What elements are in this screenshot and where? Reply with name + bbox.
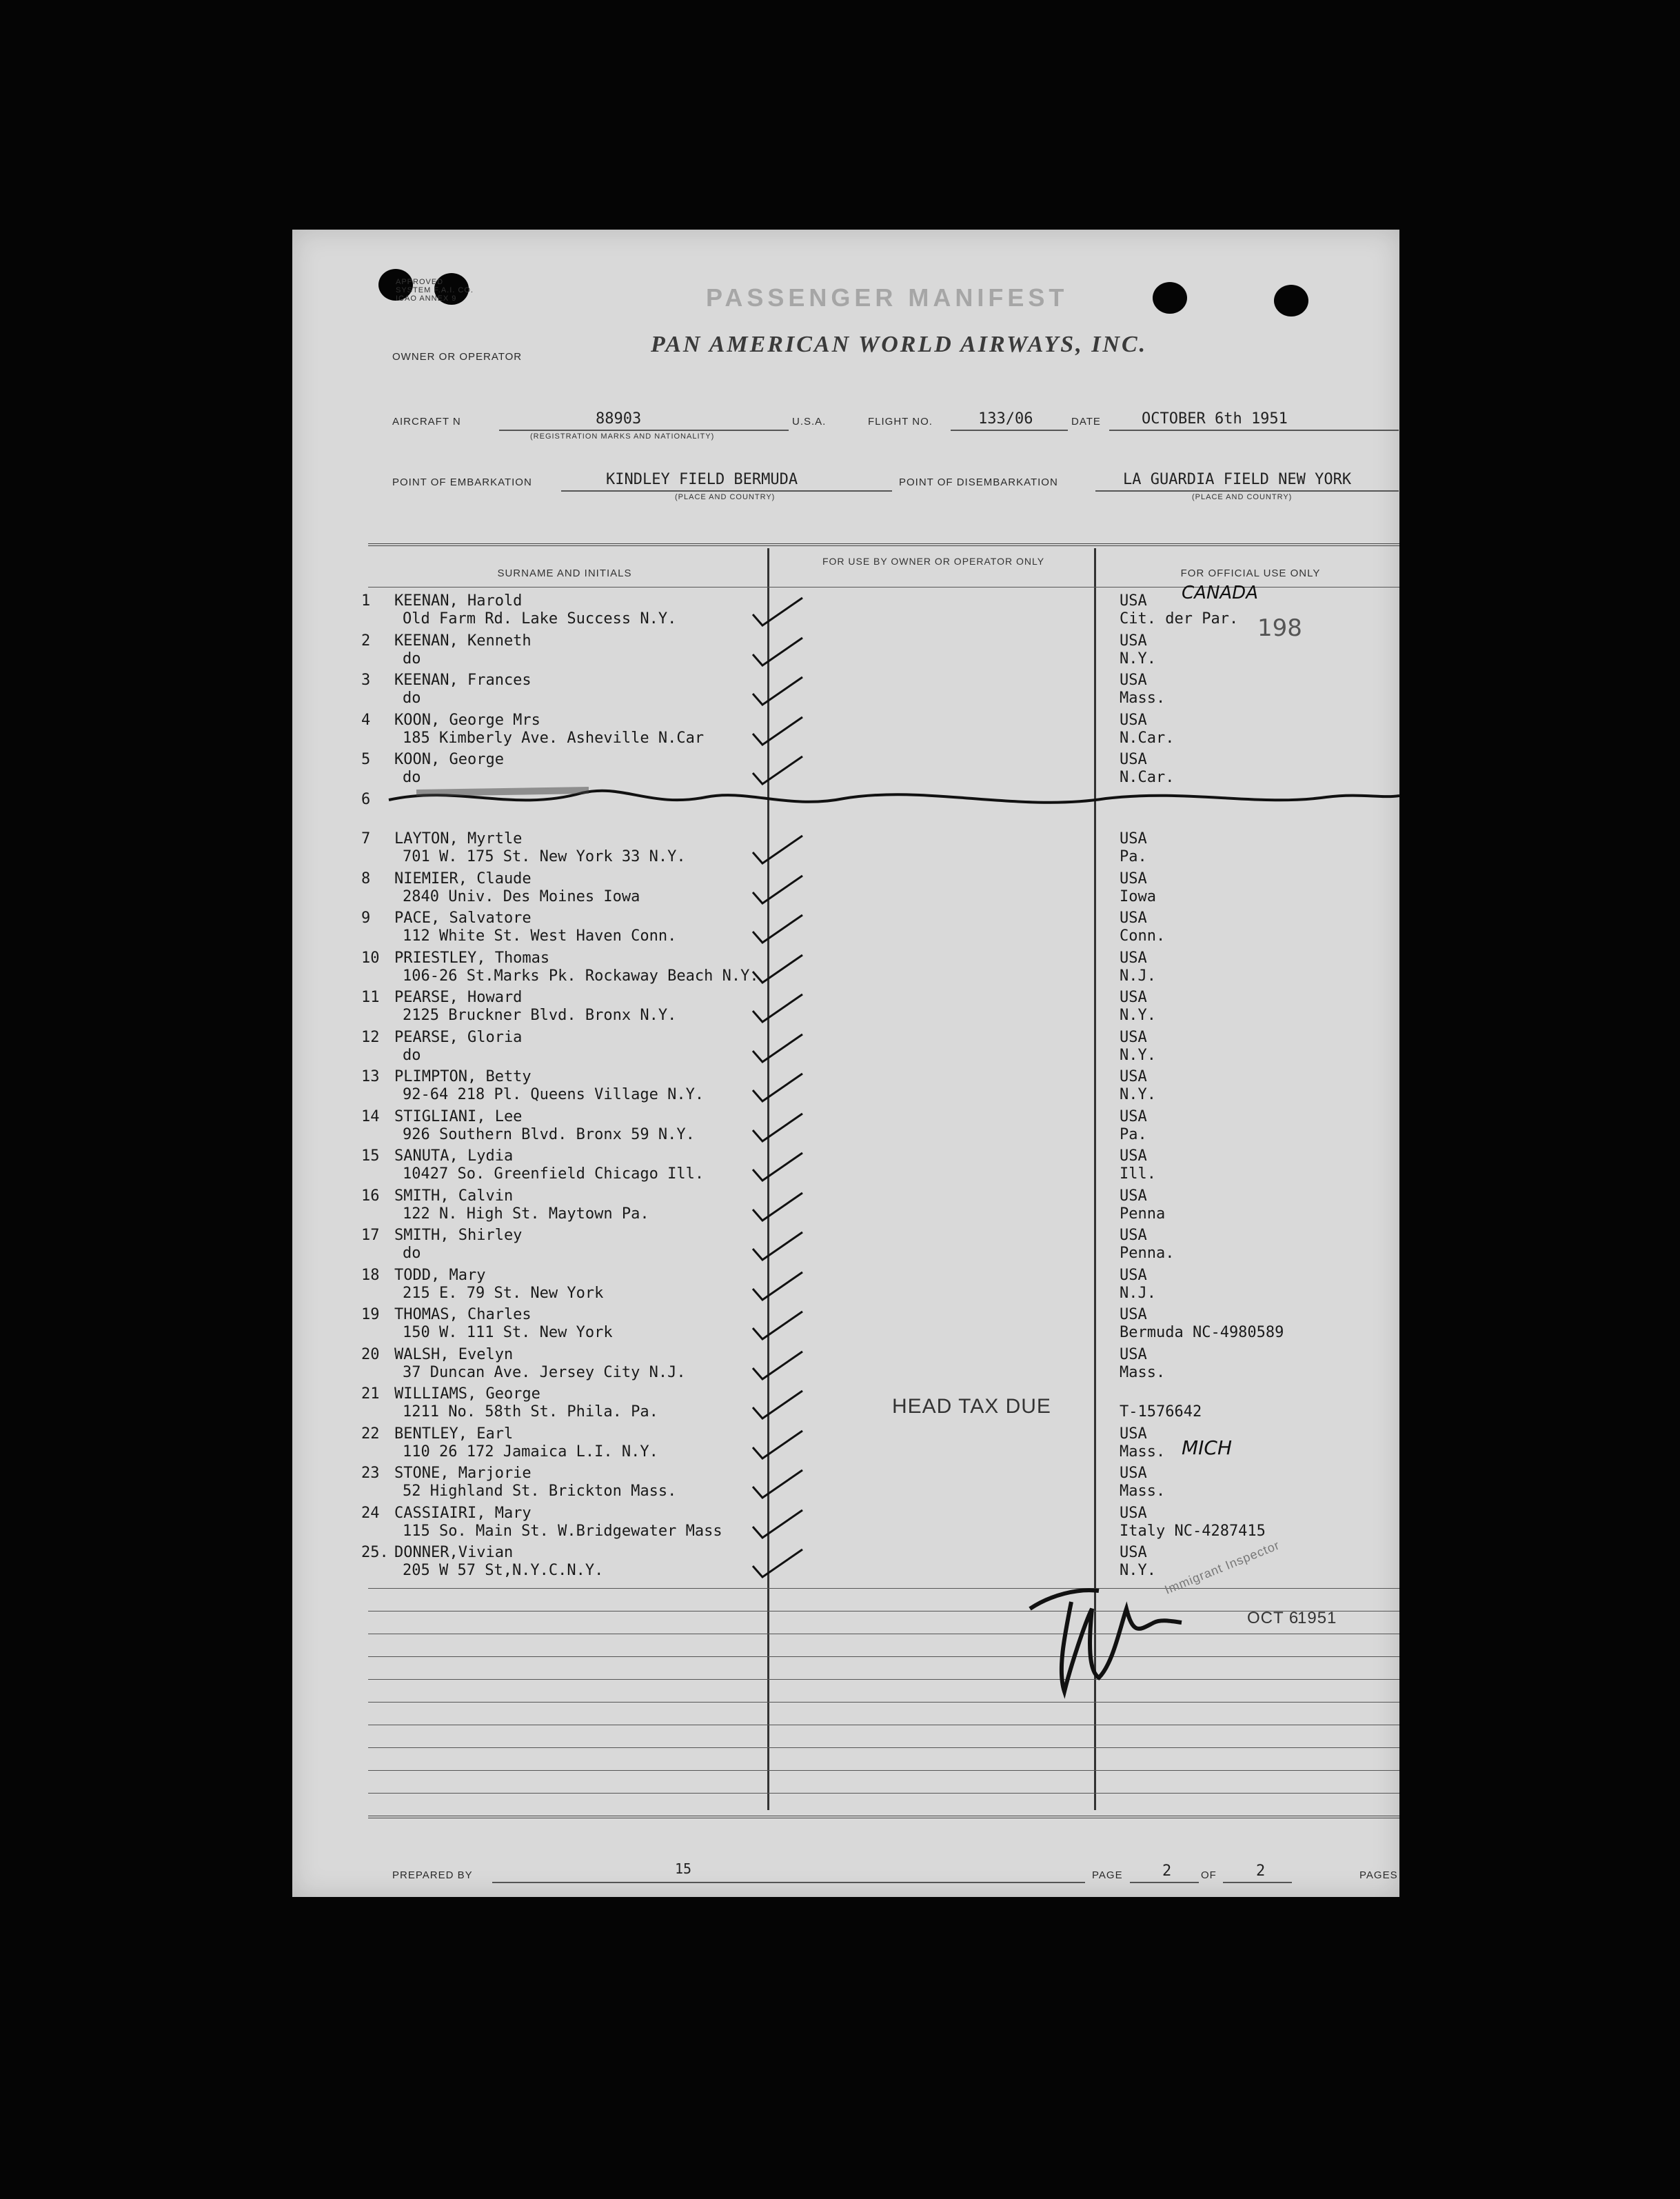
row-number: 8 xyxy=(361,870,371,887)
owner-label: OWNER OR OPERATOR xyxy=(392,351,523,363)
passenger-name: SMITH, Shirley xyxy=(394,1227,523,1244)
check-mark-icon xyxy=(747,1427,809,1461)
passenger-address: 92-64 218 Pl. Queens Village N.Y. xyxy=(403,1086,705,1103)
blank-row-rule xyxy=(368,1793,1399,1794)
official-note: Bermuda NC-4980589 xyxy=(1120,1324,1284,1341)
aircraft-label: AIRCRAFT N xyxy=(392,416,461,428)
row-number: 16 xyxy=(361,1187,380,1205)
passenger-address: do xyxy=(403,1245,421,1262)
official-note: Penna. xyxy=(1120,1245,1175,1262)
passenger-name: WALSH, Evelyn xyxy=(394,1345,514,1363)
table-row xyxy=(292,1146,1399,1185)
table-row xyxy=(292,829,1399,867)
official-note: T-1576642 xyxy=(1120,1403,1202,1420)
table-top-rule xyxy=(368,543,1399,546)
row-6-strikethrough xyxy=(361,778,1399,819)
table-row xyxy=(292,1107,1399,1145)
owner-use-header: FOR USE BY OWNER OR OPERATOR ONLY xyxy=(822,556,1045,567)
table-row xyxy=(292,1424,1399,1463)
official-note: N.Y. xyxy=(1120,1562,1156,1579)
table-row xyxy=(292,1345,1399,1383)
official-nationality: USA xyxy=(1120,870,1147,887)
passenger-address: do xyxy=(403,1046,421,1064)
official-note: N.Car. xyxy=(1120,769,1175,786)
check-mark-icon xyxy=(747,1228,809,1263)
check-mark-icon xyxy=(747,594,809,628)
blank-row-rule xyxy=(368,1702,1399,1703)
table-row xyxy=(292,908,1399,947)
passenger-name: SANUTA, Lydia xyxy=(394,1147,514,1165)
row-number: 18 xyxy=(361,1266,380,1284)
page-underline xyxy=(1130,1882,1199,1883)
passenger-name: SMITH, Calvin xyxy=(394,1187,514,1205)
manifest-title: PASSENGER MANIFEST xyxy=(706,283,1069,312)
passenger-address: 112 White St. West Haven Conn. xyxy=(403,927,677,945)
flight-date: OCTOBER 6th 1951 xyxy=(1142,410,1288,428)
official-nationality: USA xyxy=(1120,989,1147,1006)
row-number: 14 xyxy=(361,1107,380,1125)
check-mark-icon xyxy=(747,951,809,985)
check-mark-icon xyxy=(747,634,809,668)
passenger-name: KEENAN, Kenneth xyxy=(394,632,532,650)
disembark-place: LA GUARDIA FIELD NEW YORK xyxy=(1123,471,1352,488)
disembark-underline xyxy=(1095,490,1399,492)
check-mark-icon xyxy=(747,1387,809,1421)
airline-name: PAN AMERICAN WORLD AIRWAYS, INC. xyxy=(651,332,1148,357)
passenger-name: BENTLEY, Earl xyxy=(394,1425,514,1443)
official-note: N.Y. xyxy=(1120,650,1156,667)
mich-handwritten: MICH xyxy=(1182,1436,1233,1459)
passenger-name: PRIESTLEY, Thomas xyxy=(394,949,550,967)
official-note: Penna xyxy=(1120,1205,1166,1223)
passenger-address: 122 N. High St. Maytown Pa. xyxy=(403,1205,649,1223)
passenger-name: KEENAN, Frances xyxy=(394,672,532,689)
row-number: 12 xyxy=(361,1028,380,1046)
table-row xyxy=(292,1225,1399,1264)
prepared-label: PREPARED BY xyxy=(392,1869,473,1881)
inspector-stamp: Immigrant Inspector xyxy=(1162,1538,1282,1597)
date-label: DATE xyxy=(1071,416,1101,428)
pages-label: PAGES xyxy=(1359,1869,1398,1881)
country-label: U.S.A. xyxy=(792,416,827,428)
page-total: 2 xyxy=(1256,1862,1266,1880)
table-row xyxy=(292,869,1399,907)
check-mark-icon xyxy=(747,1347,809,1382)
row-number: 5 xyxy=(361,751,371,768)
check-mark-icon xyxy=(747,673,809,707)
punch-hole xyxy=(1274,285,1308,317)
official-note: N.Y. xyxy=(1120,1046,1156,1064)
row-number: 19 xyxy=(361,1306,380,1323)
passenger-address: 926 Southern Blvd. Bronx 59 N.Y. xyxy=(403,1125,695,1143)
blank-row-rule xyxy=(368,1679,1399,1680)
passenger-name: STONE, Marjorie xyxy=(394,1465,532,1482)
blank-row-rule xyxy=(368,1747,1399,1748)
official-nationality: USA xyxy=(1120,1544,1147,1561)
official-note: Mass. xyxy=(1120,1483,1166,1500)
official-nationality: USA xyxy=(1120,632,1147,650)
row-number: 1 xyxy=(361,592,371,610)
row-number: 10 xyxy=(361,949,380,967)
official-nationality: USA xyxy=(1120,672,1147,689)
row-number: 17 xyxy=(361,1227,380,1244)
passenger-name: KOON, George xyxy=(394,751,504,768)
table-bottom-rule xyxy=(368,1816,1399,1818)
passenger-address: 205 W 57 St,N.Y.C.N.Y. xyxy=(403,1562,604,1579)
prepared-underline xyxy=(492,1882,1085,1883)
official-nationality: USA xyxy=(1120,830,1147,847)
passenger-name: PEARSE, Gloria xyxy=(394,1028,523,1046)
official-nationality: USA xyxy=(1120,1028,1147,1046)
disembark-sub: (PLACE AND COUNTRY) xyxy=(1192,493,1293,501)
table-row xyxy=(292,1305,1399,1343)
official-note: N.Y. xyxy=(1120,1007,1156,1024)
passenger-address: 2125 Bruckner Blvd. Bronx N.Y. xyxy=(403,1007,677,1024)
manifest-sheet xyxy=(292,230,1399,1897)
check-mark-icon xyxy=(747,1545,809,1580)
row-number: 7 xyxy=(361,830,371,847)
official-note: Conn. xyxy=(1120,927,1166,945)
passenger-name: CASSIAIRI, Mary xyxy=(394,1504,532,1522)
row-number: 3 xyxy=(361,672,371,689)
passenger-address: 106-26 St.Marks Pk. Rockaway Beach N.Y. xyxy=(403,967,759,985)
row-number: 22 xyxy=(361,1425,380,1443)
official-nationality: USA xyxy=(1120,1266,1147,1284)
check-mark-icon xyxy=(747,1109,809,1144)
official-note: Italy NC-4287415 xyxy=(1120,1522,1266,1540)
stamp-date: OCT 6 xyxy=(1247,1609,1299,1627)
official-nationality: USA xyxy=(1120,1187,1147,1205)
row-number: 11 xyxy=(361,989,380,1006)
check-mark-icon xyxy=(747,1070,809,1104)
check-mark-icon xyxy=(747,1149,809,1183)
row-number: 6 xyxy=(361,790,371,808)
check-mark-icon xyxy=(747,1307,809,1342)
table-row xyxy=(292,948,1399,987)
table-row xyxy=(292,710,1399,749)
row-number: 2 xyxy=(361,632,371,650)
flight-underline xyxy=(951,430,1068,431)
official-nationality: USA xyxy=(1120,1107,1147,1125)
official-use-header: FOR OFFICIAL USE ONLY xyxy=(1180,568,1321,579)
passenger-name: PEARSE, Howard xyxy=(394,989,523,1006)
check-mark-icon xyxy=(747,872,809,906)
official-nationality: USA xyxy=(1120,1465,1147,1482)
passenger-address: do xyxy=(403,690,421,707)
embark-label: POINT OF EMBARKATION xyxy=(392,476,532,488)
approval-note: APPROVED SYSTEM F.A.I. CO. ICAO ANNEX 9 xyxy=(396,278,474,303)
surname-header: SURNAME AND INITIALS xyxy=(497,568,632,579)
passenger-name: KOON, George Mrs xyxy=(394,711,540,729)
official-nationality: USA xyxy=(1120,1147,1147,1165)
head-tax-stamp: HEAD TAX DUE xyxy=(892,1395,1051,1418)
passenger-name: WILLIAMS, George xyxy=(394,1385,540,1403)
flight-number: 133/06 xyxy=(978,410,1033,428)
passenger-name: KEENAN, Harold xyxy=(394,592,523,610)
passenger-address: 150 W. 111 St. New York xyxy=(403,1324,613,1341)
passenger-name: PLIMPTON, Betty xyxy=(394,1068,532,1085)
row-number: 13 xyxy=(361,1068,380,1085)
check-mark-icon xyxy=(747,832,809,866)
passenger-address: 215 E. 79 St. New York xyxy=(403,1284,604,1302)
row-number: 24 xyxy=(361,1504,380,1522)
passenger-address: 701 W. 175 St. New York 33 N.Y. xyxy=(403,848,686,865)
passenger-name: TODD, Mary xyxy=(394,1266,486,1284)
table-row xyxy=(292,1463,1399,1502)
passenger-name: PACE, Salvatore xyxy=(394,910,532,927)
check-mark-icon xyxy=(747,911,809,945)
aircraft-sub: (REGISTRATION MARKS AND NATIONALITY) xyxy=(530,432,715,441)
date-underline xyxy=(1109,430,1399,431)
table-row xyxy=(292,1384,1399,1423)
table-row xyxy=(292,1265,1399,1304)
official-note: N.J. xyxy=(1120,1284,1156,1302)
official-note: Cit. der Par. xyxy=(1120,610,1239,627)
passenger-address: do xyxy=(403,650,421,667)
canada-handwritten: CANADA xyxy=(1182,583,1258,603)
row-number: 15 xyxy=(361,1147,380,1165)
official-nationality: USA xyxy=(1120,751,1147,768)
official-nationality: USA xyxy=(1120,592,1147,610)
of-label: OF xyxy=(1201,1869,1217,1881)
aircraft-number: 88903 xyxy=(596,410,642,428)
check-mark-icon xyxy=(747,990,809,1025)
official-nationality: USA xyxy=(1120,949,1147,967)
row-number: 23 xyxy=(361,1465,380,1482)
blank-row-rule xyxy=(368,1656,1399,1657)
official-nationality: USA xyxy=(1120,1504,1147,1522)
row-number: 4 xyxy=(361,711,371,729)
punch-hole xyxy=(1153,282,1187,314)
check-mark-icon xyxy=(747,1189,809,1223)
aircraft-underline xyxy=(499,430,789,431)
official-nationality: USA xyxy=(1120,1345,1147,1363)
table-row xyxy=(292,1067,1399,1105)
official-note: Iowa xyxy=(1120,887,1156,905)
passenger-address: 110 26 172 Jamaica L.I. N.Y. xyxy=(403,1443,658,1460)
table-row xyxy=(292,631,1399,670)
embark-place: KINDLEY FIELD BERMUDA xyxy=(606,471,798,488)
check-mark-icon xyxy=(747,1466,809,1500)
check-mark-icon xyxy=(747,1506,809,1540)
official-note: Mass. xyxy=(1120,690,1166,707)
passenger-address: 10427 So. Greenfield Chicago Ill. xyxy=(403,1165,705,1183)
passenger-name: THOMAS, Charles xyxy=(394,1306,532,1323)
passenger-address: 2840 Univ. Des Moines Iowa xyxy=(403,887,640,905)
reference-number: 198 xyxy=(1257,614,1302,642)
table-row xyxy=(292,987,1399,1026)
official-nationality: USA xyxy=(1120,1068,1147,1085)
passenger-address: 185 Kimberly Ave. Asheville N.Car xyxy=(403,729,705,747)
row-number: 21 xyxy=(361,1385,380,1403)
check-mark-icon xyxy=(747,1030,809,1065)
embark-sub: (PLACE AND COUNTRY) xyxy=(675,493,776,501)
passenger-address: do xyxy=(403,769,421,786)
check-mark-icon xyxy=(747,713,809,747)
official-note: Pa. xyxy=(1120,848,1147,865)
disembark-label: POINT OF DISEMBARKATION xyxy=(899,476,1058,488)
table-row xyxy=(292,1503,1399,1542)
table-row xyxy=(292,1186,1399,1225)
passenger-address: 52 Highland St. Brickton Mass. xyxy=(403,1483,677,1500)
official-nationality: USA xyxy=(1120,1425,1147,1443)
prepared-value: 15 xyxy=(675,1860,692,1877)
embark-underline xyxy=(561,490,892,492)
blank-row-rule xyxy=(368,1588,1399,1589)
official-note: N.J. xyxy=(1120,967,1156,985)
official-note: Ill. xyxy=(1120,1165,1156,1183)
total-underline xyxy=(1223,1882,1292,1883)
passenger-address: 37 Duncan Ave. Jersey City N.J. xyxy=(403,1363,686,1381)
official-note: N.Car. xyxy=(1120,729,1175,747)
passenger-address: 115 So. Main St. W.Bridgewater Mass xyxy=(403,1522,722,1540)
passenger-address: Old Farm Rd. Lake Success N.Y. xyxy=(403,610,677,627)
row-number: 25. xyxy=(361,1544,389,1561)
blank-row-rule xyxy=(368,1770,1399,1771)
passenger-address: 1211 No. 58th St. Phila. Pa. xyxy=(403,1403,658,1420)
table-row xyxy=(292,1027,1399,1066)
passenger-name: NIEMIER, Claude xyxy=(394,870,532,887)
official-note: Mass. xyxy=(1120,1443,1166,1460)
official-note: Pa. xyxy=(1120,1125,1147,1143)
row-number: 20 xyxy=(361,1345,380,1363)
inspector-signature xyxy=(1023,1581,1188,1705)
official-note: N.Y. xyxy=(1120,1086,1156,1103)
official-note: Mass. xyxy=(1120,1363,1166,1381)
stamp-year: 1951 xyxy=(1297,1609,1337,1627)
table-row xyxy=(292,670,1399,709)
page-label: PAGE xyxy=(1092,1869,1123,1881)
row-number: 9 xyxy=(361,910,371,927)
official-nationality: USA xyxy=(1120,711,1147,729)
official-nationality: USA xyxy=(1120,1306,1147,1323)
check-mark-icon xyxy=(747,1268,809,1303)
page-number: 2 xyxy=(1162,1862,1172,1880)
official-nationality: USA xyxy=(1120,910,1147,927)
passenger-name: DONNER,Vivian xyxy=(394,1544,514,1561)
flight-label: FLIGHT NO. xyxy=(868,416,933,428)
passenger-name: STIGLIANI, Lee xyxy=(394,1107,523,1125)
passenger-name: LAYTON, Myrtle xyxy=(394,830,523,847)
official-nationality: USA xyxy=(1120,1227,1147,1244)
